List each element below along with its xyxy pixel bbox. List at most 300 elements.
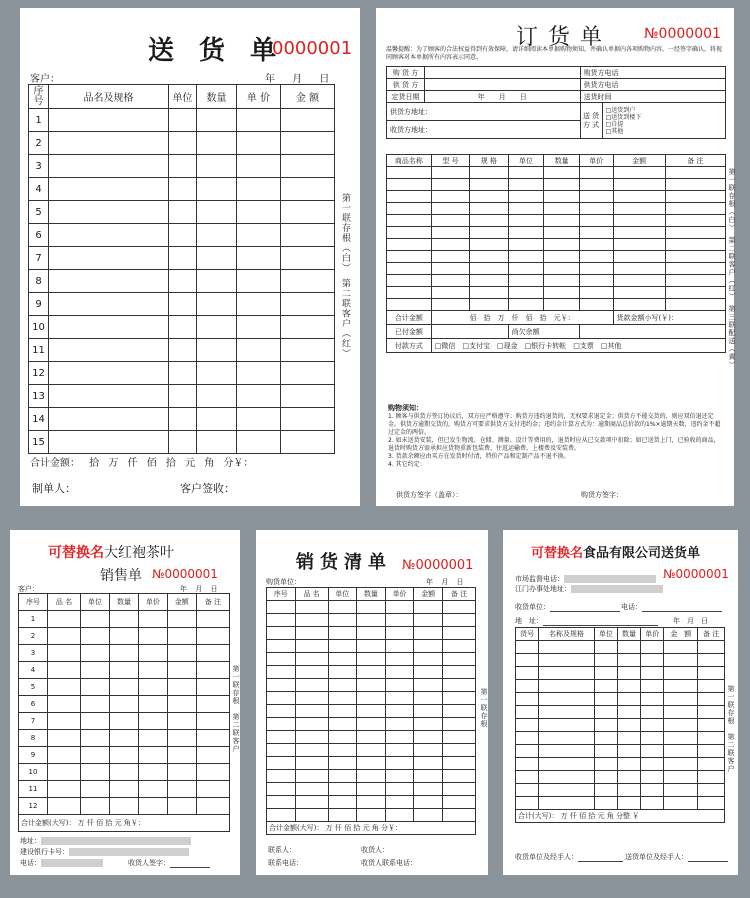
table-cell [431, 215, 469, 227]
table-cell [281, 431, 335, 454]
table-cell [544, 275, 580, 287]
table-row [29, 178, 335, 201]
table-cell [167, 747, 196, 764]
table-row [267, 731, 476, 744]
table-cell [594, 758, 617, 771]
table-cell [431, 227, 469, 239]
table-cell [49, 109, 169, 132]
table-cell [197, 224, 237, 247]
table-cell [387, 263, 432, 275]
form-title: 送 货 单 [148, 36, 285, 66]
col-header: 数量 [110, 594, 139, 611]
buyer-value [425, 67, 581, 79]
table-cell [698, 719, 725, 732]
table-cell [81, 713, 110, 730]
supervision-phone: 市场监督电话： [515, 574, 656, 584]
table-cell [664, 719, 698, 732]
table-cell [328, 757, 357, 770]
table-cell [49, 385, 169, 408]
table-cell [197, 316, 237, 339]
col-header: 序号 [19, 594, 48, 611]
table-cell [385, 744, 414, 757]
table-row [29, 155, 335, 178]
order-table [386, 66, 726, 139]
col-header: 单位 [81, 594, 110, 611]
table-cell [641, 771, 664, 784]
table-cell [539, 706, 595, 719]
table-row [267, 666, 476, 679]
table-cell [698, 784, 725, 797]
shopping-notes [388, 404, 723, 469]
table-cell [237, 339, 281, 362]
table-cell [81, 764, 110, 781]
table-cell [516, 784, 539, 797]
row-index: 15 [29, 431, 49, 454]
table-cell [328, 614, 357, 627]
table-row [387, 275, 726, 287]
table-cell [237, 293, 281, 316]
table-cell [49, 431, 169, 454]
supplier-sign-label: 供货方签字（盖章）： [396, 491, 463, 499]
table-cell [594, 745, 617, 758]
row-index: 12 [29, 362, 49, 385]
col-header: 单价 [138, 594, 167, 611]
receiver-phone-label: 收货人联系电话： [361, 859, 417, 867]
sales-list-form [256, 530, 488, 875]
table-cell [665, 239, 725, 251]
table-cell [167, 611, 196, 628]
table-cell [539, 654, 595, 667]
table-cell [613, 299, 665, 311]
col-header: 序号 [267, 588, 296, 601]
table-cell [698, 667, 725, 680]
table-cell [387, 251, 432, 263]
table-cell [169, 408, 197, 431]
table-cell [443, 783, 476, 796]
receiver-label: 收货人： [361, 846, 389, 854]
table-cell [698, 732, 725, 745]
table-cell [138, 662, 167, 679]
row-index: 11 [19, 781, 48, 798]
table-cell [169, 339, 197, 362]
table-cell [443, 627, 476, 640]
table-cell [443, 640, 476, 653]
table-cell [613, 227, 665, 239]
table-cell [414, 640, 443, 653]
table-cell [698, 680, 725, 693]
table-cell [281, 201, 335, 224]
table-cell [385, 796, 414, 809]
note-item: 2. 如未送货安装，但已发生物流、仓储、测量、设计等费用的，退货时应从已交款项中扣除；如已送货上门，已验收的商品，退货时购货方需承担应货物重新包装费、往返运输费、上楼费及安装费。 [388, 437, 720, 452]
note-item: 4. 其它约定： [388, 461, 426, 468]
table-row [29, 201, 335, 224]
table-cell [357, 731, 386, 744]
table-cell [237, 408, 281, 431]
table-cell [544, 239, 580, 251]
table-cell [414, 692, 443, 705]
col-header: 规 格 [470, 155, 508, 167]
row-index: 4 [29, 178, 49, 201]
table-cell [47, 781, 80, 798]
table-cell [664, 680, 698, 693]
table-cell [613, 275, 665, 287]
table-cell [594, 797, 617, 810]
table-cell [357, 601, 386, 614]
phone-label: 电话： [20, 858, 103, 868]
table-cell [539, 732, 595, 745]
date-label: 年 月 日 [673, 617, 708, 625]
table-cell [443, 718, 476, 731]
table-cell [197, 155, 237, 178]
table-cell [281, 132, 335, 155]
col-header: 品 名 [295, 588, 328, 601]
brand-name: 可替换名 [48, 545, 104, 561]
table-cell [357, 783, 386, 796]
table-row [19, 730, 230, 747]
table-cell [197, 109, 237, 132]
table-cell [508, 263, 544, 275]
table-cell [110, 747, 139, 764]
table-cell [539, 680, 595, 693]
table-cell [328, 679, 357, 692]
table-cell [414, 601, 443, 614]
table-cell [110, 611, 139, 628]
table-cell [698, 797, 725, 810]
table-cell [385, 757, 414, 770]
table-cell [539, 667, 595, 680]
contact-label: 联系人： [268, 846, 296, 854]
table-cell [167, 662, 196, 679]
table-cell [664, 706, 698, 719]
table-cell [49, 178, 169, 201]
table-row [267, 640, 476, 653]
table-cell [196, 628, 229, 645]
table-cell [414, 809, 443, 822]
table-cell [49, 362, 169, 385]
table-row [29, 339, 335, 362]
payment-options: □微信 □支付宝 □现金 □银行卡转帐 □支票 □其他 [431, 339, 725, 353]
table-cell [617, 654, 640, 667]
col-header: 备 注 [196, 594, 229, 611]
table-row [29, 109, 335, 132]
table-cell [197, 293, 237, 316]
table-cell [665, 167, 725, 179]
table-cell [295, 679, 328, 692]
table-cell [387, 179, 432, 191]
table-cell [443, 705, 476, 718]
table-row [29, 385, 335, 408]
address-label: 地址： [20, 836, 191, 846]
table-cell [267, 796, 296, 809]
table-cell [594, 706, 617, 719]
col-header: 单位 [508, 155, 544, 167]
total-lower-label: 货款金额小写(￥)： [613, 311, 725, 325]
table-cell [328, 640, 357, 653]
table-cell [470, 275, 508, 287]
items-table [28, 84, 335, 454]
table-cell [167, 713, 196, 730]
table-cell [110, 798, 139, 815]
table-cell [196, 730, 229, 747]
table-cell [664, 745, 698, 758]
receiver-addr-label: 收货方地址： [387, 121, 581, 139]
table-row [29, 293, 335, 316]
table-cell [196, 645, 229, 662]
table-cell [169, 224, 197, 247]
table-cell [544, 215, 580, 227]
row-index: 4 [19, 662, 48, 679]
col-header: 型 号 [431, 155, 469, 167]
table-cell [443, 679, 476, 692]
table-cell [196, 611, 229, 628]
table-cell [470, 287, 508, 299]
table-cell [357, 692, 386, 705]
customer-sign-label: 客户签收： [180, 482, 235, 495]
table-cell [443, 666, 476, 679]
table-cell [47, 747, 80, 764]
table-cell [508, 275, 544, 287]
form-title [48, 542, 174, 562]
table-cell [167, 798, 196, 815]
table-cell [295, 614, 328, 627]
table-cell [169, 362, 197, 385]
table-cell [443, 692, 476, 705]
title-rest: 大红袍茶叶 [104, 545, 174, 561]
table-cell [328, 744, 357, 757]
table-cell [385, 601, 414, 614]
row-index: 2 [19, 628, 48, 645]
table-row [29, 224, 335, 247]
table-cell [698, 693, 725, 706]
table-row [387, 287, 726, 299]
table-row [267, 614, 476, 627]
table-cell [387, 191, 432, 203]
table-row [516, 797, 725, 810]
table-cell [267, 744, 296, 757]
table-row [19, 747, 230, 764]
table-cell [443, 809, 476, 822]
table-cell [580, 227, 614, 239]
form-title: 订货单 [516, 25, 613, 50]
table-row [29, 431, 335, 454]
table-cell [431, 167, 469, 179]
table-cell [580, 287, 614, 299]
total-label: 合计金额(大写)： 万 仟 佰 拾 元 角￥： [19, 815, 230, 832]
table-cell [169, 201, 197, 224]
table-row [516, 706, 725, 719]
table-cell [49, 339, 169, 362]
table-row [29, 132, 335, 155]
payment-label: 付款方式 [387, 339, 432, 353]
table-cell [414, 666, 443, 679]
table-cell [594, 654, 617, 667]
table-cell [387, 167, 432, 179]
table-row [387, 251, 726, 263]
table-cell [49, 247, 169, 270]
items-table [515, 627, 725, 823]
table-header [516, 628, 725, 641]
table-cell [516, 641, 539, 654]
table-cell [49, 224, 169, 247]
table-cell [196, 798, 229, 815]
date-label: 年 月 日 [265, 74, 330, 85]
table-cell [295, 718, 328, 731]
table-cell [328, 809, 357, 822]
table-cell [665, 275, 725, 287]
table-row [19, 611, 230, 628]
table-cell [443, 731, 476, 744]
address-label: 地 址： [515, 616, 658, 626]
table-cell [328, 770, 357, 783]
table-cell [357, 770, 386, 783]
table-cell [328, 731, 357, 744]
table-cell [169, 385, 197, 408]
table-cell [387, 227, 432, 239]
table-cell [237, 132, 281, 155]
table-cell [539, 758, 595, 771]
serial-number: №0000001 [663, 567, 729, 581]
table-cell [613, 239, 665, 251]
owed-label: 尚欠余额 [508, 325, 579, 339]
food-delivery-form [503, 530, 738, 875]
table-cell [544, 203, 580, 215]
row-index: 8 [29, 270, 49, 293]
table-cell [328, 783, 357, 796]
table-cell [169, 132, 197, 155]
table-cell [385, 653, 414, 666]
table-cell [237, 362, 281, 385]
table-cell [47, 662, 80, 679]
table-cell [110, 645, 139, 662]
table-cell [431, 275, 469, 287]
table-cell [47, 730, 80, 747]
table-cell [385, 783, 414, 796]
table-cell [237, 178, 281, 201]
notes-title: 购物须知： [388, 404, 423, 412]
col-header: 单价 [641, 628, 664, 641]
table-cell [110, 628, 139, 645]
order-date-fmt: 年 月 日 [425, 91, 581, 103]
table-cell [267, 614, 296, 627]
table-cell [169, 270, 197, 293]
table-row [267, 770, 476, 783]
table-cell [544, 263, 580, 275]
table-cell [431, 263, 469, 275]
table-cell [431, 191, 469, 203]
total-label: 合计金额 [387, 311, 432, 325]
table-cell [641, 745, 664, 758]
table-cell [281, 155, 335, 178]
total-fmt: 佰 拾 万 仟 佰 拾 元￥： [431, 311, 613, 325]
table-cell [414, 718, 443, 731]
table-cell [385, 627, 414, 640]
table-cell [385, 640, 414, 653]
table-cell [169, 293, 197, 316]
table-row [29, 270, 335, 293]
table-row [516, 771, 725, 784]
supplier-addr-label: 供货方地址： [387, 103, 581, 121]
table-cell [81, 679, 110, 696]
table-cell [295, 640, 328, 653]
col-header: 备 注 [665, 155, 725, 167]
row-index: 7 [19, 713, 48, 730]
table-cell [81, 645, 110, 662]
table-cell [508, 203, 544, 215]
row-index: 9 [29, 293, 49, 316]
row-index: 6 [19, 696, 48, 713]
table-cell [665, 191, 725, 203]
table-cell [641, 784, 664, 797]
col-header: 金额 [613, 155, 665, 167]
table-row [516, 732, 725, 745]
col-header: 单价 [580, 155, 614, 167]
table-cell [357, 796, 386, 809]
table-cell [617, 745, 640, 758]
table-cell [516, 654, 539, 667]
table-row [267, 627, 476, 640]
copy-note: 第一联存根 第二联客户 [727, 685, 735, 773]
table-row [29, 408, 335, 431]
table-cell [594, 732, 617, 745]
table-row [19, 679, 230, 696]
table-cell [81, 662, 110, 679]
table-cell [281, 178, 335, 201]
table-cell [167, 679, 196, 696]
table-cell [237, 109, 281, 132]
table-cell [295, 757, 328, 770]
table-cell [617, 719, 640, 732]
table-cell [617, 771, 640, 784]
table-cell [516, 771, 539, 784]
buyer-sign-label: 购货方签字： [581, 491, 623, 499]
table-cell [138, 713, 167, 730]
table-cell [110, 696, 139, 713]
receiver-sign-label: 收货单位及经手人： [515, 852, 623, 862]
table-cell [516, 797, 539, 810]
table-row [19, 781, 230, 798]
col-price: 单 价 [237, 85, 281, 109]
col-header: 货号 [516, 628, 539, 641]
reminder-text: 温馨提醒：为了顾客的合法权益得到有效保障，请详细阅读本单据购物须知，并确认单据内各项购物内容，一经签字确认，将视同顾客对本单据所有内容表示同意。 [386, 46, 723, 61]
table-cell [357, 718, 386, 731]
table-cell [110, 662, 139, 679]
table-cell [196, 679, 229, 696]
contact-phone-label: 联系电话： [268, 859, 303, 867]
table-cell [665, 215, 725, 227]
table-cell [169, 247, 197, 270]
table-cell [414, 653, 443, 666]
table-cell [443, 614, 476, 627]
table-cell [641, 719, 664, 732]
table-cell [414, 744, 443, 757]
col-header: 单价 [385, 588, 414, 601]
table-cell [267, 692, 296, 705]
table-cell [281, 270, 335, 293]
order-form [376, 8, 734, 506]
table-cell [617, 784, 640, 797]
table-cell [665, 203, 725, 215]
table-cell [470, 251, 508, 263]
table-header [19, 594, 230, 611]
table-cell [267, 757, 296, 770]
table-row [267, 601, 476, 614]
table-cell [138, 747, 167, 764]
table-cell [237, 224, 281, 247]
table-cell [665, 263, 725, 275]
table-row [387, 215, 726, 227]
col-header: 金额 [167, 594, 196, 611]
table-cell [617, 693, 640, 706]
